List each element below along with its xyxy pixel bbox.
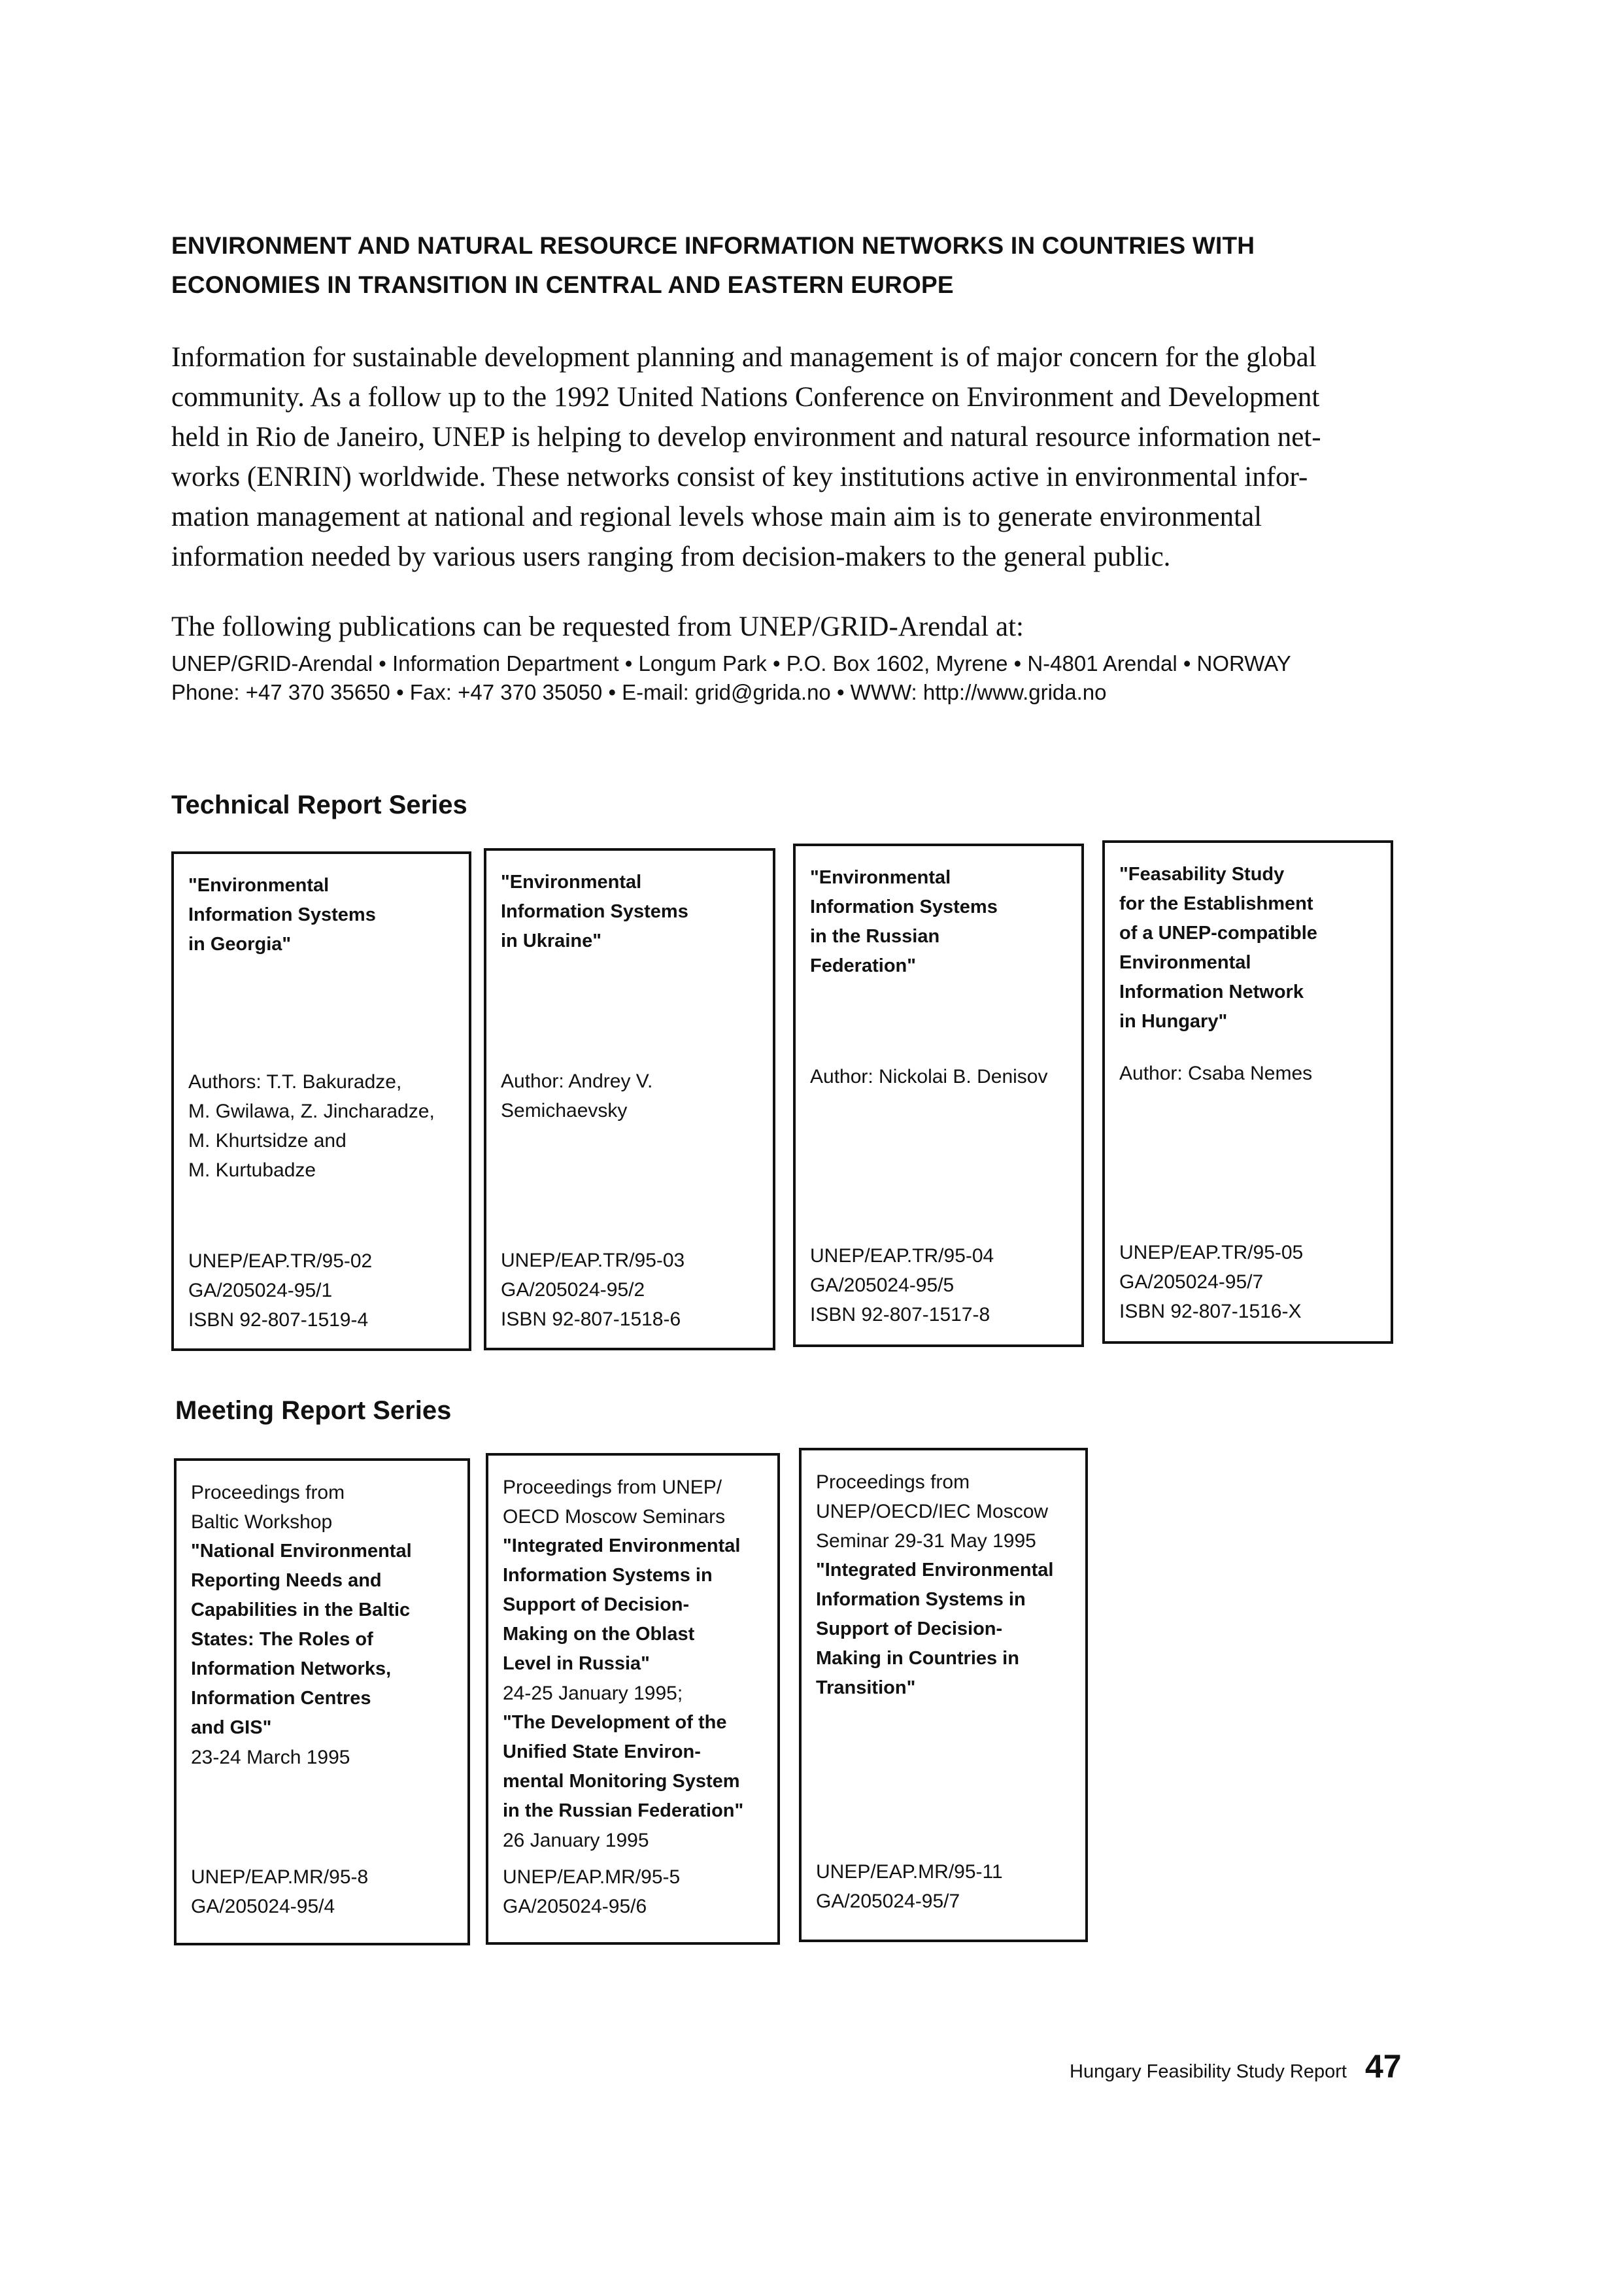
technical-report-box-russia <box>793 844 1084 1347</box>
intro-line: mation management at national and regional levels whose main aim is to generate environmental <box>171 502 1262 532</box>
technical-report-box-ukraine <box>484 848 775 1350</box>
intro-line: works (ENRIN) worldwide. These networks consist of key institutions active in environmental infor- <box>171 462 1308 492</box>
report-content: Proceedings from UNEP/OECD/IEC Moscow Seminar 29-31 May 1995 "Integrated Environmental Information Systems in Support of Decision- Making in Countries in Transition" <box>816 1471 1054 1698</box>
report-authors: Authors: T.T. Bakuradze, M. Gwilawa, Z. Jincharadze, M. Khurtsidze and M. Kurtubadze <box>188 1071 435 1181</box>
page-title <box>171 226 1413 305</box>
technical-report-heading: Technical Report Series <box>171 791 467 819</box>
report-codes: UNEP/EAP.TR/95-04 GA/205024-95/5 ISBN 92-807-1517-8 <box>810 1245 994 1326</box>
report-codes: UNEP/EAP.MR/95-5 GA/205024-95/6 <box>503 1866 681 1917</box>
report-authors: Author: Andrey V. Semichaevsky <box>501 1070 653 1121</box>
intro-paragraph <box>171 337 1453 577</box>
contact-phone-email: Phone: +47 370 35650 • Fax: +47 370 35050 • E-mail: grid@grida.no • WWW: http://www.grida.no <box>171 680 1107 704</box>
report-title: "Feasability Study for the Establishment of a UNEP-compatible Environmental Information Network in Hungary" <box>1119 864 1317 1032</box>
report-content: Proceedings from Baltic Workshop "National Environmental Reporting Needs and Capabilities in the Baltic States: The Roles of Information Networks, Information Centres and GIS" 23-24 March 1995 <box>191 1482 412 1768</box>
contact-address: UNEP/GRID-Arendal • Information Department • Longum Park • P.O. Box 1602, Myrene • N-4801 Arendal • NORWAY <box>171 651 1291 676</box>
title-line-2: ECONOMIES IN TRANSITION IN CENTRAL AND EASTERN EUROPE <box>171 271 954 298</box>
title-line-1: ENVIRONMENT AND NATURAL RESOURCE INFORMATION NETWORKS IN COUNTRIES WITH <box>171 232 1255 259</box>
report-codes: UNEP/EAP.TR/95-05 GA/205024-95/7 ISBN 92-807-1516-X <box>1119 1242 1304 1322</box>
report-codes: UNEP/EAP.TR/95-02 GA/205024-95/1 ISBN 92-807-1519-4 <box>188 1250 373 1331</box>
intro-line: community. As a follow up to the 1992 United Nations Conference on Environment and Development <box>171 382 1320 413</box>
meeting-report-box-oblast <box>486 1453 780 1945</box>
report-codes: UNEP/EAP.MR/95-8 GA/205024-95/4 <box>191 1866 369 1917</box>
report-title: "Environmental Information Systems in Georgia" <box>188 875 376 955</box>
meeting-report-box-transition <box>799 1448 1088 1942</box>
intro-line: information needed by various users ranging from decision-makers to the general public. <box>171 541 1171 572</box>
request-statement: The following publications can be requested from UNEP/GRID-Arendal at: <box>171 611 1024 642</box>
intro-line: Information for sustainable development planning and management is of major concern for the global <box>171 342 1317 373</box>
report-codes: UNEP/EAP.TR/95-03 GA/205024-95/2 ISBN 92-807-1518-6 <box>501 1250 685 1330</box>
report-title: "Environmental Information Systems in the Russian Federation" <box>810 867 998 976</box>
meeting-report-heading: Meeting Report Series <box>175 1396 452 1425</box>
technical-report-box-georgia <box>171 851 471 1351</box>
report-content: Proceedings from UNEP/ OECD Moscow Seminars "Integrated Environmental Information Systems in Support of Decision- Making on the Oblast Level in Russia" 24-25 January 1995; "The Development of the Unified State Environ- mental Monitoring System in the Russian Federation" 26 January 1995 <box>503 1477 744 1851</box>
technical-report-box-hungary <box>1102 840 1393 1344</box>
report-authors: Author: Nickolai B. Denisov <box>810 1066 1048 1087</box>
report-title: "Environmental Information Systems in Ukraine" <box>501 872 688 951</box>
meeting-report-box-baltic <box>174 1458 470 1945</box>
footer-report-name: Hungary Feasibility Study Report <box>1070 2061 1347 2082</box>
report-codes: UNEP/EAP.MR/95-11 GA/205024-95/7 <box>816 1861 1003 1912</box>
report-authors: Author: Csaba Nemes <box>1119 1063 1313 1084</box>
intro-line: held in Rio de Janeiro, UNEP is helping to develop environment and natural resource information net- <box>171 422 1321 453</box>
page-number: 47 <box>1365 2048 1402 2085</box>
